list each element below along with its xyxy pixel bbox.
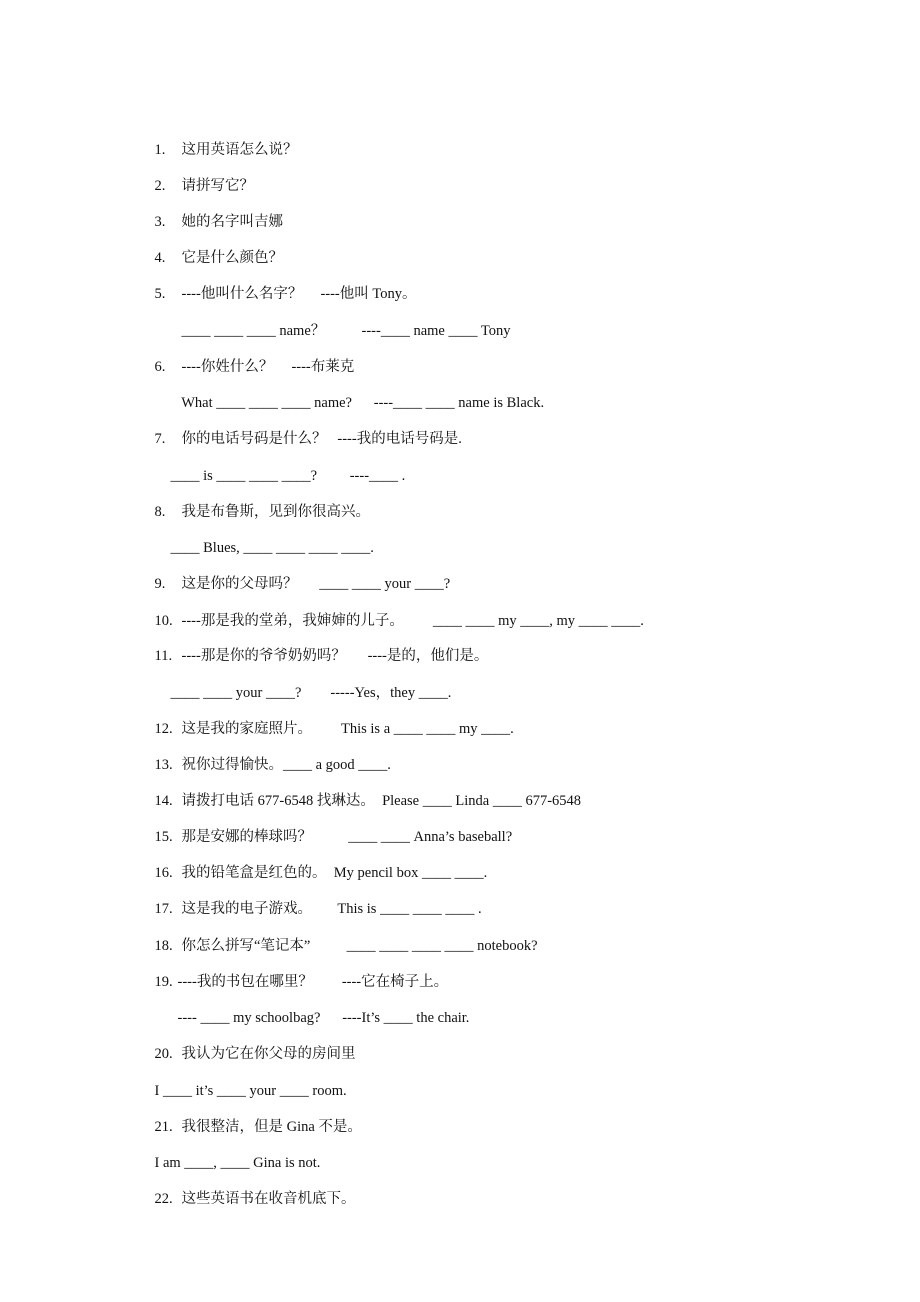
question-text: 她的名字叫吉娜 — [181, 214, 283, 230]
question-text: ----我的书包在哪里？ ----它在椅子上。 — [177, 974, 449, 990]
answer-line-5 — [167, 301, 511, 339]
question-text: 这是我的家庭照片。 This is a ____ ____ my ____. — [181, 721, 514, 737]
question-22 — [140, 1169, 356, 1207]
question-number: 10. — [154, 613, 173, 629]
question-text: 我认为它在你父母的房间里 — [181, 1046, 356, 1062]
answer-line-19 — [163, 988, 470, 1026]
question-16 — [140, 843, 488, 881]
question-number: 1. — [154, 142, 166, 158]
answer-line-21 — [140, 1133, 321, 1171]
question-1 — [140, 120, 298, 158]
answer-line-8 — [156, 518, 374, 556]
question-number: 12. — [154, 721, 173, 737]
question-number: 7. — [154, 431, 166, 447]
question-17 — [140, 879, 482, 917]
question-2 — [140, 156, 254, 194]
question-number: 13. — [154, 757, 173, 773]
question-11 — [140, 626, 489, 664]
answer-line-20 — [140, 1061, 347, 1099]
answer-text: What ____ ____ ____ name? ----____ ____ name is Black. — [181, 395, 545, 411]
question-3 — [140, 192, 283, 230]
question-number: 19. — [154, 974, 173, 990]
question-number: 9. — [154, 576, 166, 592]
question-text: 这用英语怎么说？ — [181, 142, 298, 158]
question-number: 18. — [154, 938, 173, 954]
question-19 — [140, 952, 449, 990]
answer-line-6 — [167, 373, 545, 411]
question-number: 15. — [154, 829, 173, 845]
question-8 — [140, 482, 370, 520]
question-6 — [140, 337, 355, 375]
question-number: 11. — [154, 648, 173, 664]
question-number: 3. — [154, 214, 166, 230]
question-number: 17. — [154, 901, 173, 917]
question-text: 那是安娜的棒球吗？ ____ ____ Anna’s baseball? — [181, 829, 513, 845]
question-13 — [140, 735, 391, 773]
answer-text: ____ ____ ____ name？ ----____ name ____ Tony — [181, 323, 511, 339]
question-text: 我很整洁，但是 Gina 不是。 — [181, 1119, 362, 1135]
question-18 — [140, 916, 538, 954]
question-number: 5. — [154, 286, 166, 302]
question-text: ----那是我的堂弟，我婶婶的儿子。 ____ ____ my ____, my ____ ____. — [181, 613, 644, 629]
question-12 — [140, 699, 514, 737]
answer-text: ____ ____ your ____? -----Yes，they ____. — [170, 685, 452, 701]
question-text: 你的电话号码是什么？ ----我的电话号码是. — [181, 431, 462, 447]
answer-line-11 — [156, 663, 452, 701]
question-number: 22. — [154, 1191, 173, 1207]
question-number: 21. — [154, 1119, 173, 1135]
question-21 — [140, 1097, 362, 1135]
question-text: ----那是你的爷爷奶奶吗？ ----是的，他们是。 — [181, 648, 489, 664]
question-number: 6. — [154, 359, 166, 375]
question-number: 14. — [154, 793, 173, 809]
question-10 — [140, 591, 644, 629]
question-text: ----你姓什么？ ----布莱克 — [181, 359, 355, 375]
answer-text: ____ is ____ ____ ____? ----____ . — [170, 468, 406, 484]
question-5 — [140, 264, 417, 302]
question-text: 我是布鲁斯，见到你很高兴。 — [181, 504, 370, 520]
question-text: 祝你过得愉快。____ a good ____. — [181, 757, 391, 773]
question-text: 它是什么颜色？ — [181, 250, 283, 266]
answer-text: ____ Blues, ____ ____ ____ ____. — [170, 540, 374, 556]
question-7 — [140, 409, 462, 447]
question-text: 这是你的父母吗？ ____ ____ your ____? — [181, 576, 451, 592]
question-9 — [140, 554, 451, 592]
question-text: 这些英语书在收音机底下。 — [181, 1191, 356, 1207]
answer-line-7 — [156, 446, 406, 484]
question-text: 你怎么拼写“笔记本” ____ ____ ____ ____ notebook? — [181, 938, 538, 954]
question-number: 16. — [154, 865, 173, 881]
question-4 — [140, 228, 283, 266]
question-15 — [140, 807, 513, 845]
question-text: 请拨打电话 677-6548 找琳达。 Please ____ Linda ____ 677-6548 — [181, 793, 582, 809]
question-14 — [140, 771, 582, 809]
answer-text: I am ____, ____ Gina is not. — [154, 1155, 321, 1171]
answer-text: I ____ it’s ____ your ____ room. — [154, 1083, 347, 1099]
question-number: 4. — [154, 250, 166, 266]
question-number: 8. — [154, 504, 166, 520]
question-text: 请拼写它？ — [181, 178, 254, 194]
question-text: 我的铅笔盒是红色的。 My pencil box ____ ____. — [181, 865, 488, 881]
answer-text: ---- ____ my schoolbag? ----It’s ____ the chair. — [177, 1010, 470, 1026]
question-number: 20. — [154, 1046, 173, 1062]
question-20 — [140, 1024, 356, 1062]
question-text: ----他叫什么名字？ ----他叫 Tony。 — [181, 286, 417, 302]
question-text: 这是我的电子游戏。 This is ____ ____ ____ . — [181, 901, 482, 917]
question-number: 2. — [154, 178, 166, 194]
